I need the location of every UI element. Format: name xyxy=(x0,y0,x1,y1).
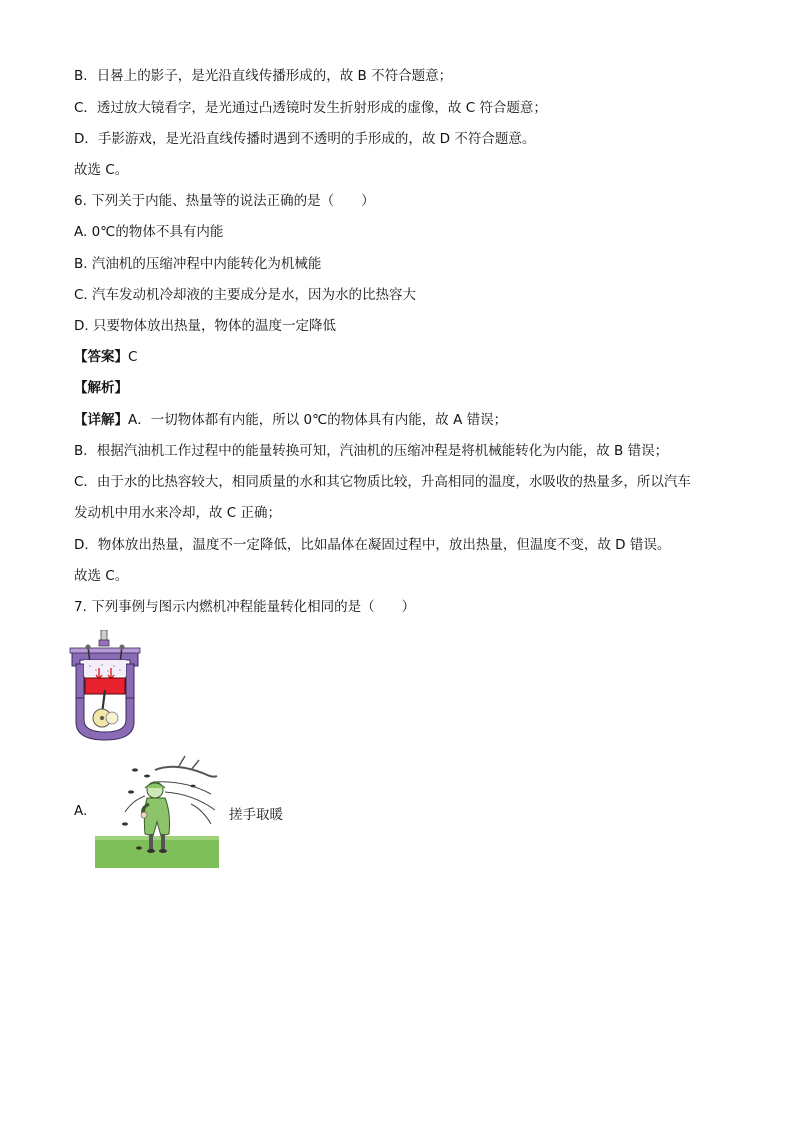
analysis-tag: 【解析】 xyxy=(74,380,128,396)
text-line: B．日晷上的影子，是光沿直线传播形成的，故 B 不符合题意； xyxy=(74,68,453,84)
option-a: A. 0℃的物体不具有内能 xyxy=(74,224,224,240)
question-7: 7. 下列事例与图示内燃机冲程能量转化相同的是（ ） xyxy=(74,599,416,615)
detail-c1: C．由于水的比热容较大，相同质量的水和其它物质比较，升高相同的温度，水吸收的热量多，所以汽车 xyxy=(74,474,691,490)
conclusion: 故选 C。 xyxy=(74,568,129,584)
question-6: 6. 下列关于内能、热量等的说法正确的是（ ） xyxy=(74,193,375,209)
detail-line xyxy=(74,411,507,429)
answer-tag: 【答案】 xyxy=(74,349,128,365)
option-d: D. 只要物体放出热量，物体的温度一定降低 xyxy=(74,318,336,334)
engine-diagram xyxy=(68,630,142,742)
option-c: C. 汽车发动机冷却液的主要成分是水，因为水的比热容大 xyxy=(74,287,417,303)
text-line: D．手影游戏，是光沿直线传播时遇到不透明的手形成的，故 D 不符合题意。 xyxy=(74,131,536,147)
option-a-label: A. xyxy=(74,803,88,819)
answer-value: C xyxy=(128,349,138,365)
option-a-text: 搓手取暖 xyxy=(229,807,283,823)
detail-b: B．根据汽油机工作过程中的能量转换可知，汽油机的压缩冲程是将机械能转化为内能，故 B 错误； xyxy=(74,443,669,459)
detail-c2: 发动机中用水来冷却，故 C 正确； xyxy=(74,505,282,521)
text-line: C．透过放大镜看字，是光通过凸透镜时发生折射形成的虚像，故 C 符合题意； xyxy=(74,100,547,116)
answer-line xyxy=(74,348,137,366)
detail-a: A．一切物体都有内能，所以 0℃的物体具有内能，故 A 错误； xyxy=(128,412,508,428)
detail-d: D．物体放出热量，温度不一定降低，比如晶体在凝固过程中，放出热量，但温度不变，故 D 错误。 xyxy=(74,537,671,553)
rubbing-hands-image xyxy=(95,752,219,870)
text-line: 故选 C。 xyxy=(74,162,129,178)
detail-tag: 【详解】 xyxy=(74,412,128,428)
option-b: B. 汽油机的压缩冲程中内能转化为机械能 xyxy=(74,256,322,272)
